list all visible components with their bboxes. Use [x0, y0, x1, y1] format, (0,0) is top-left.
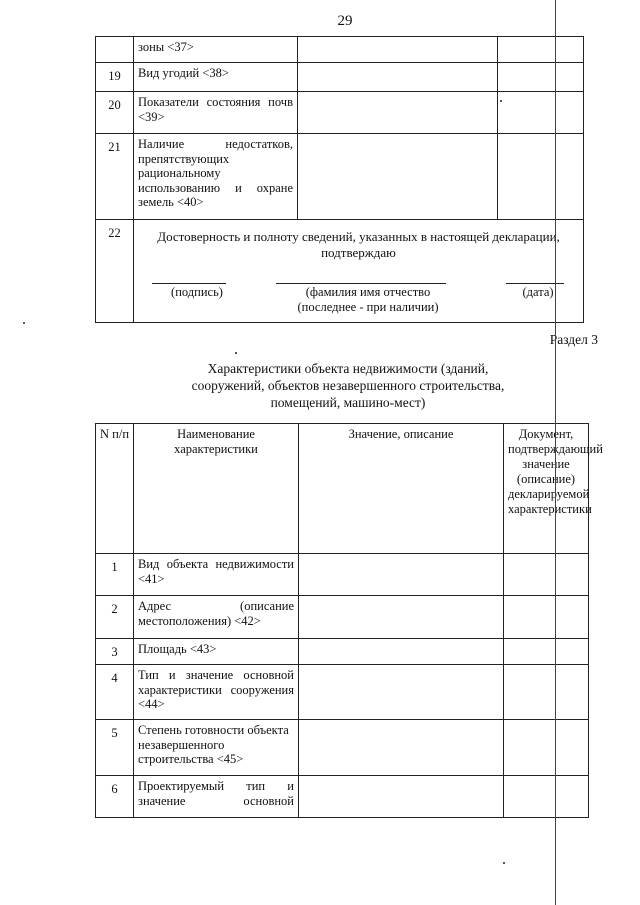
value-cell: [299, 665, 504, 720]
value-cell: [299, 639, 504, 665]
table-row: [96, 92, 584, 134]
row-label: Тип и значение основной характеристики сооружения <44>: [134, 665, 299, 720]
row-label: Вид объекта недвижимости <41>: [134, 554, 299, 596]
land-characteristics-table: [95, 36, 584, 323]
value-cell: [299, 776, 504, 818]
date-caption: (дата): [522, 285, 554, 299]
table-row: [96, 639, 589, 665]
scan-artifact-line: [555, 0, 556, 905]
row-label: Вид угодий <38>: [134, 63, 298, 92]
value-cell: [298, 92, 498, 134]
certification-row: [96, 220, 584, 323]
row-label: Показатели состояния почв <39>: [134, 92, 298, 134]
header-num: N п/п: [96, 424, 134, 554]
value-cell: [299, 554, 504, 596]
name-line: [276, 283, 446, 284]
document-cell: [498, 63, 584, 92]
document-cell: [504, 554, 589, 596]
value-cell: [298, 134, 498, 220]
row-label: Наличие недостатков, препятствующих рациональному использованию и охране земель <40>: [134, 134, 298, 220]
row-number: 2: [96, 596, 134, 639]
document-cell: [504, 720, 589, 776]
document-cell: [504, 639, 589, 665]
row-label: Степень готовности объекта незавершенного строительства <45>: [134, 720, 299, 776]
header-name: Наименование характеристики: [134, 424, 299, 554]
row-label: Адрес (описание местоположения) <42>: [134, 596, 299, 639]
header-value: Значение, описание: [299, 424, 504, 554]
value-cell: [299, 596, 504, 639]
document-cell: [504, 776, 589, 818]
scan-speck: [23, 322, 25, 324]
document-cell: [504, 665, 589, 720]
object-characteristics-table: [95, 423, 603, 818]
row-label: Площадь <43>: [134, 639, 299, 665]
row-number: 3: [96, 639, 134, 665]
scan-speck: [503, 862, 505, 864]
section-label: Раздел 3: [549, 332, 598, 347]
value-cell: [298, 37, 498, 63]
row-label: Проектируемый тип и значение основной: [134, 776, 299, 818]
page-number: 29: [337, 13, 353, 29]
table-row: [96, 776, 589, 818]
certification-cell: [134, 220, 584, 323]
section-title: Характеристики объекта недвижимости (зданий, сооружений, объектов незавершенного строительства, помещений, машино-мест): [191, 361, 505, 410]
row-number: 21: [96, 134, 134, 220]
document-cell: [504, 596, 589, 639]
signature-caption: (подпись): [171, 285, 223, 299]
row-number: [96, 37, 134, 63]
row-number: 1: [96, 554, 134, 596]
value-cell: [298, 63, 498, 92]
document-cell: [498, 92, 584, 134]
value-cell: [299, 720, 504, 776]
table-row: [96, 665, 589, 720]
document-cell: [498, 134, 584, 220]
row-number: 5: [96, 720, 134, 776]
signature-block: [138, 261, 579, 319]
table-row: [96, 63, 584, 92]
table-row: [96, 134, 584, 220]
row-number: 20: [96, 92, 134, 134]
table-row: [96, 720, 589, 776]
row-number: 19: [96, 63, 134, 92]
scan-speck: [235, 352, 237, 354]
scan-speck: [500, 100, 502, 102]
row-number: 4: [96, 665, 134, 720]
table-row: [96, 596, 589, 639]
row-label: зоны <37>: [134, 37, 298, 63]
header-document: Документ, подтверждающий значение (описание) декларируемой характеристики: [504, 424, 589, 554]
table-row: [96, 37, 584, 63]
table-header-row: [96, 424, 589, 554]
certification-statement: Достоверность и полноту сведений, указанных в настоящей декларации, подтверждаю: [157, 229, 560, 260]
name-caption: (фамилия имя отчество (последнее - при наличии): [297, 285, 439, 314]
table-row: [96, 554, 589, 596]
row-number: 22: [96, 220, 134, 323]
row-number: 6: [96, 776, 134, 818]
document-cell: [498, 37, 584, 63]
signature-line: [152, 283, 226, 284]
